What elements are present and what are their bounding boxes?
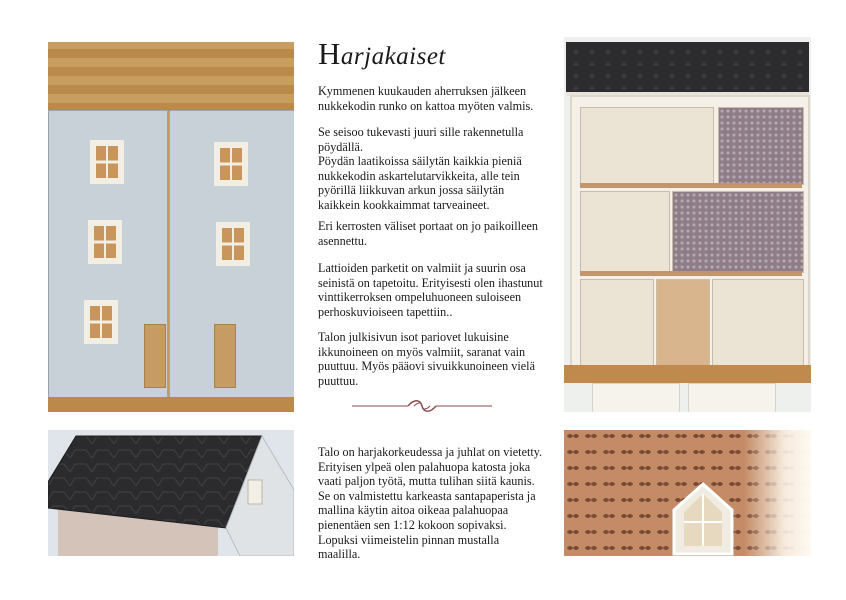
wood-floor xyxy=(48,42,294,112)
ground-room-left xyxy=(580,279,654,369)
photo-roof xyxy=(48,430,294,556)
paragraph-roof: Talo on harjakorkeudessa ja juhlat on vietetty. Erityisen ylpeä olen palahuopa katosta joka vaati paljon työtä, mutta tulihan siitä kaunis. Se on valmistettu karkeasta santapaperista ja mallina käytin aitoa oikeaa palahuopaa pienentäen sen 1:12 kokoon sopivaksi. Lopuksi viimeistelin pinnan mustalla maalilla. xyxy=(318,445,543,562)
paragraph-stairs: Eri kerrosten väliset portaat on jo paikoilleen asennettu. xyxy=(318,219,538,248)
facade-door-right xyxy=(214,324,236,388)
paragraph-floors: Lattioiden parketit on valmiit ja suurin osa seinistä on tapetoitu. Erityisesti olen ihastunut vinttikerroksen ompeluhuoneen suloiseen perhoskuvioiseen tapettiin.. xyxy=(318,261,543,319)
stair-room xyxy=(580,191,670,273)
table-drawer xyxy=(688,383,776,412)
paragraph-table: Se seisoo tukevasti juuri sille rakennetulla pöydällä. Pöydän laatikoissa säilytän kaikkia pieniä nukkekodin askartelutarvikkeita, alle tein pyörillä liikkuvan arkun jossa säilytän kaikkein kookkaimmat tarveaineet. xyxy=(318,125,524,212)
paragraph-intro: Kymmenen kuukauden aherruksen jälkeen nukkekodin runko on kattoa myöten valmis. xyxy=(318,84,534,113)
window-light xyxy=(744,430,811,556)
title-rest: arjakaiset xyxy=(340,43,446,70)
floor-parquet xyxy=(580,183,802,188)
table-top xyxy=(564,365,811,383)
ornament-divider xyxy=(352,399,492,413)
title-initial: H xyxy=(318,36,341,71)
attic-room-wallpaper xyxy=(718,107,804,185)
photo-butterfly-room xyxy=(564,430,811,556)
facade-window xyxy=(90,140,124,184)
shingle-roof xyxy=(566,42,809,96)
gable-window-icon xyxy=(672,482,734,556)
facade-door-left xyxy=(144,324,166,388)
dollhouse-body xyxy=(570,95,810,381)
table-drawer xyxy=(592,383,680,412)
page-title xyxy=(318,36,446,72)
photo-facade-panels xyxy=(48,42,294,412)
attic-room xyxy=(580,107,714,185)
facade-window xyxy=(84,300,118,344)
ground-hall xyxy=(656,279,710,369)
floor-parquet xyxy=(580,271,802,276)
photo-dollhouse-interior xyxy=(564,37,811,412)
facade-window xyxy=(214,142,248,186)
facade-window xyxy=(88,220,122,264)
paragraph-facade: Talon julkisivun isot pariovet lukuisine ikkunoineen on myös valmiit, saranat vain puuttuu. Myös pääovi sivuikkunoineen vielä puuttuu. xyxy=(318,330,535,388)
facade-window xyxy=(216,222,250,266)
roof-illustration xyxy=(48,430,294,556)
middle-room-wallpaper xyxy=(672,191,804,273)
ground-room-right xyxy=(712,279,804,369)
wood-floor-bottom xyxy=(48,397,294,412)
